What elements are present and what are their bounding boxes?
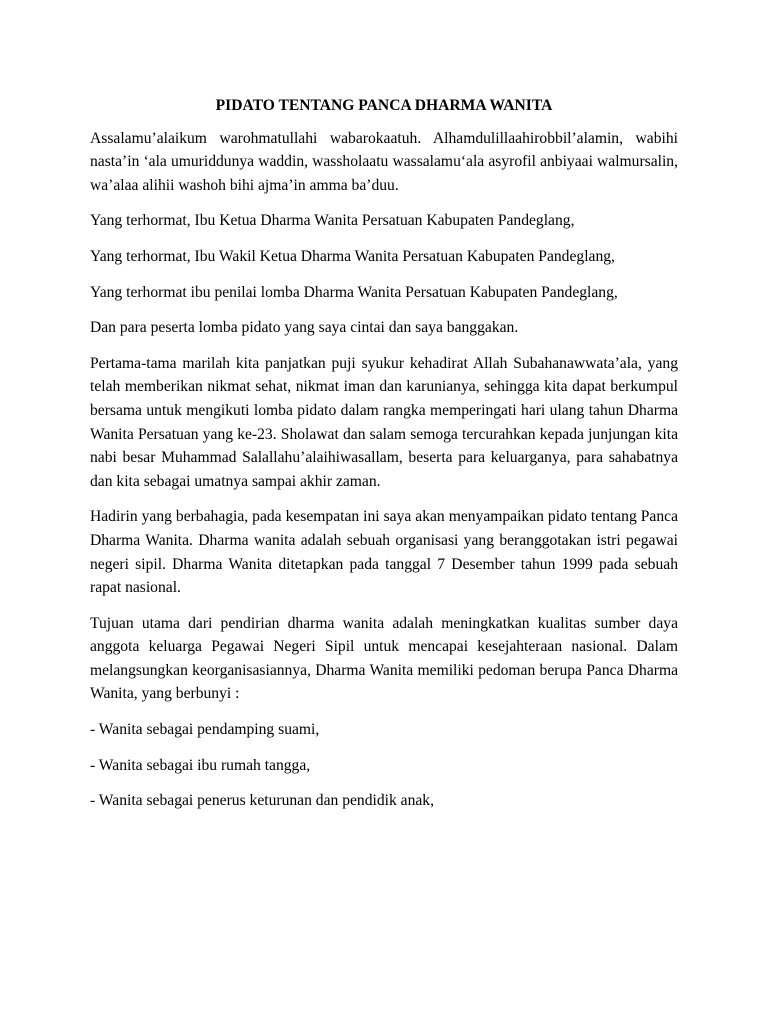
document-page: [90, 94, 678, 825]
paragraph-introduction: Hadirin yang berbahagia, pada kesempatan ini saya akan menyampaikan pidato tentang Panca Dharma Wanita. Dharma wanita adalah sebuah organisasi yang beranggotakan istri pegawai negeri sipil. Dharma Wanita ditetapkan pada tanggal 7 Desember tahun 1999 pada sebuah rapat nasional.: [90, 508, 678, 597]
paragraph-thanksgiving: Pertama-tama marilah kita panjatkan puji syukur kehadirat Allah Subahanawwata’ala, yang telah memberikan nikmat sehat, nikmat iman dan karunianya, sehingga kita dapat berkumpul bersama untuk mengikuti lomba pidato dalam rangka memperingati hari ulang tahun Dharma Wanita Persatuan yang ke-23. Sholawat dan salam semoga tercurahkan kepada junjungan kita nabi besar Muhammad Salallahu’alaihiwasallam, beserta para keluarganya, para sahabatnya dan kita sebagai umatnya sampai akhir zaman.: [90, 354, 678, 490]
paragraph-purpose: Tujuan utama dari pendirian dharma wanita adalah meningkatkan kualitas sumber daya anggota keluarga Pegawai Negeri Sipil untuk mencapai kesejahteraan nasional. Dalam melangsungkan keorganisasiannya, Dharma Wanita memiliki pedoman berupa Panca Dharma Wanita, yang berbunyi :: [90, 614, 678, 703]
list-item: - Wanita sebagai ibu rumah tangga,: [90, 756, 311, 774]
paragraph-salutation-peserta: Dan para peserta lomba pidato yang saya cintai dan saya banggakan.: [90, 319, 519, 337]
document-title: PIDATO TENTANG PANCA DHARMA WANITA: [215, 97, 553, 114]
list-item: - Wanita sebagai pendamping suami,: [90, 721, 320, 739]
list-item: - Wanita sebagai penerus keturunan dan pendidik anak,: [90, 792, 434, 810]
paragraph-opening-greeting: Assalamu’alaikum warohmatullahi wabarokaatuh. Alhamdulillaahirobbil’alamin, wabihi nasta’in ‘ala umuriddunya waddin, wassholaatu wassalamu‘ala asyrofil anbiyaai walmursalin, wa’alaa alihii washoh bihi ajma’in amma ba’duu.: [90, 129, 678, 194]
paragraph-salutation-ketua: Yang terhormat, Ibu Ketua Dharma Wanita Persatuan Kabupaten Pandeglang,: [90, 212, 575, 230]
paragraph-salutation-penilai: Yang terhormat ibu penilai lomba Dharma Wanita Persatuan Kabupaten Pandeglang,: [90, 283, 618, 301]
paragraph-salutation-wakil-ketua: Yang terhormat, Ibu Wakil Ketua Dharma Wanita Persatuan Kabupaten Pandeglang,: [90, 247, 615, 265]
